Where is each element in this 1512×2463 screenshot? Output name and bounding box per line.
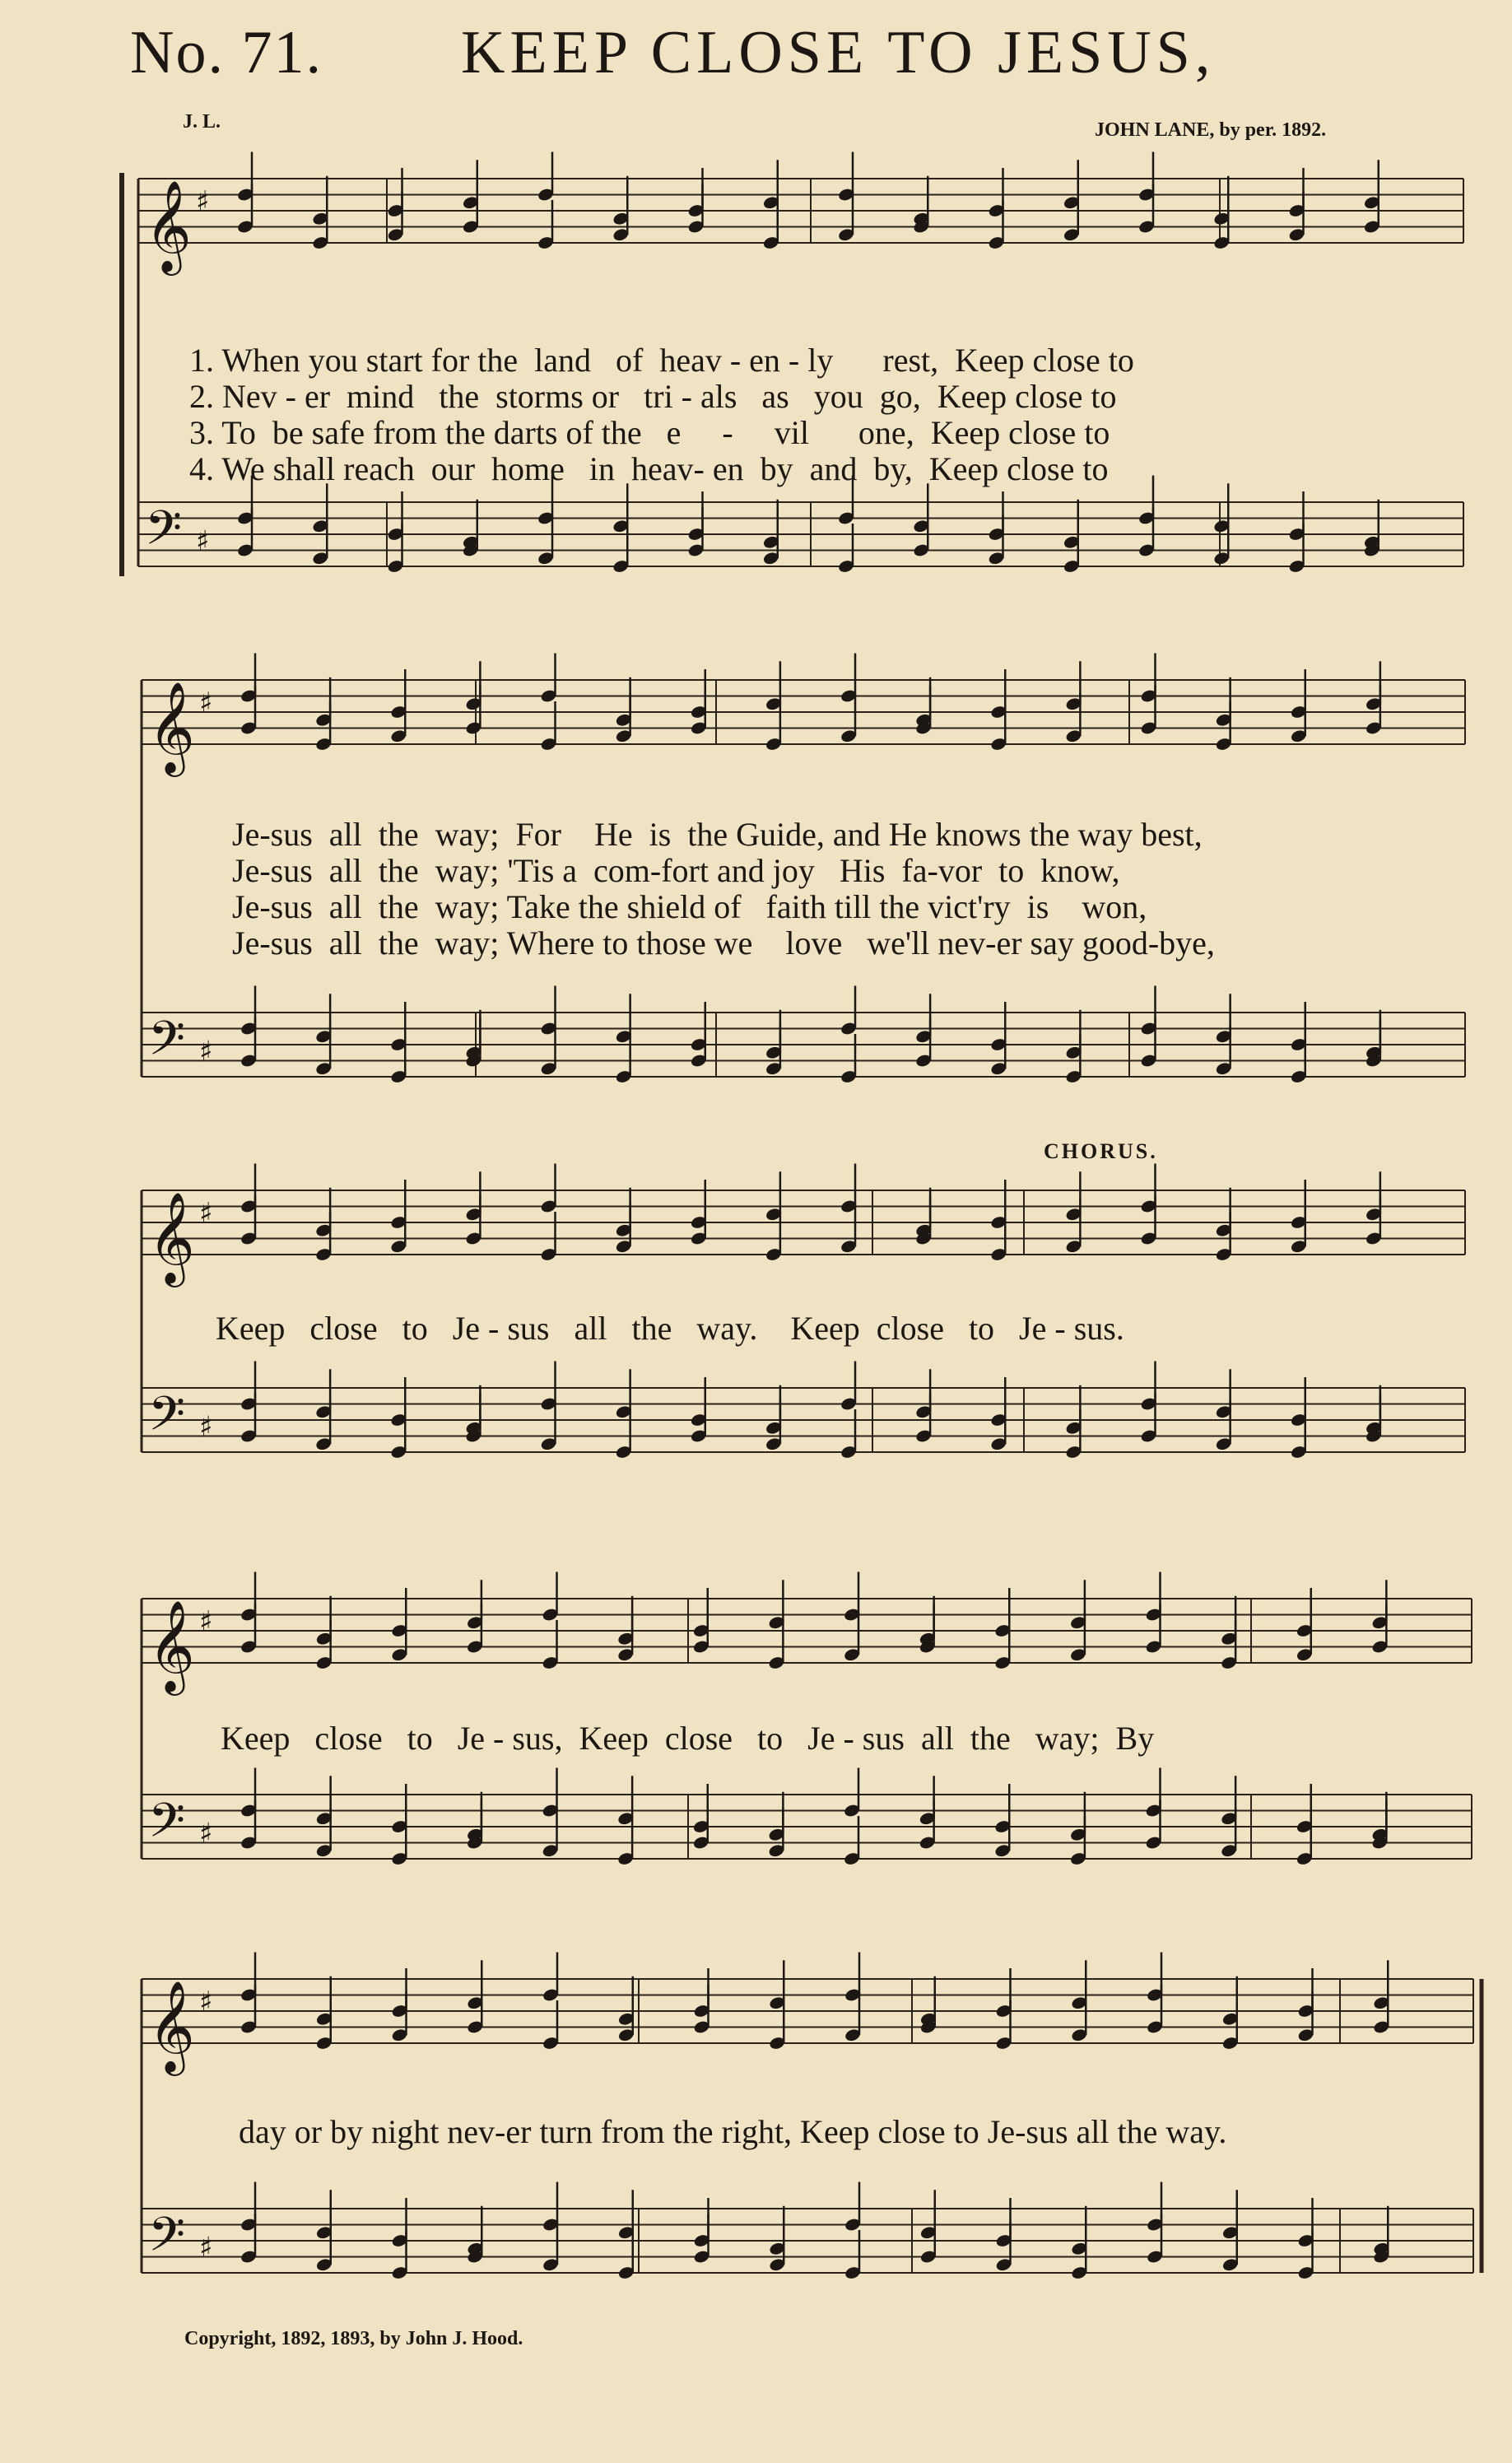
treble-clef-icon: 𝄞 (148, 1980, 195, 2072)
verse-2-cont: Je-sus all the way; 'Tis a com-fort and joy His fa-vor to know, (232, 852, 1120, 889)
bass-clef-icon: 𝄢 (145, 500, 183, 568)
key-sharp-icon: ♯ (199, 1035, 213, 1069)
bass-clef-icon: 𝄢 (148, 1792, 186, 1860)
author-credit: J. L. (183, 111, 221, 133)
key-sharp-icon: ♯ (196, 524, 210, 558)
verse-number: 2. (189, 378, 214, 415)
verse-text: We shall reach our home in heav- en by and by, Keep close to (221, 450, 1109, 487)
verse-3-cont: Je-sus all the way; Take the shield of faith till the vict'ry is won, (232, 888, 1147, 925)
bass-clef-icon: 𝄢 (148, 1010, 186, 1078)
key-sharp-icon: ♯ (199, 1605, 213, 1638)
bass-clef-icon: 𝄢 (148, 2206, 186, 2274)
bass-clef-icon: 𝄢 (148, 1385, 186, 1454)
verse-text: To be safe from the darts of the e - vil one, Keep close to (221, 414, 1110, 451)
chorus-label: CHORUS. (1044, 1139, 1158, 1163)
chorus-line-3: day or by night nev-er turn from the right, Keep close to Je-sus all the way. (239, 2113, 1227, 2150)
key-sharp-icon: ♯ (199, 1410, 213, 1444)
chorus-line-1: Keep close to Je - sus all the way. Keep close to Je - sus. (216, 1310, 1124, 1347)
copyright-notice: Copyright, 1892, 1893, by John J. Hood. (184, 2328, 523, 2349)
verse-4 (173, 415, 1108, 487)
verse-number: 3. (189, 414, 214, 451)
treble-clef-icon: 𝄞 (148, 1191, 195, 1283)
key-sharp-icon: ♯ (199, 1817, 213, 1851)
verse-number: 4. (189, 450, 214, 487)
key-sharp-icon: ♯ (199, 687, 213, 719)
verse-1-cont: Je-sus all the way; For He is the Guide, and He knows the way best, (232, 816, 1203, 853)
hymn-title: KEEP CLOSE TO JESUS, (461, 19, 1216, 86)
key-sharp-icon: ♯ (196, 185, 210, 218)
key-sharp-icon: ♯ (199, 1197, 213, 1230)
verse-4-cont: Je-sus all the way; Where to those we love we'll nev-er say good-bye, (232, 924, 1215, 961)
verse-number: 1. (189, 342, 214, 379)
key-sharp-icon: ♯ (199, 2231, 213, 2265)
treble-clef-icon: 𝄞 (148, 1599, 195, 1692)
hymn-number: No. 71. (130, 19, 323, 86)
verse-text: When you start for the land of heav - en - ly rest, Keep close to (221, 342, 1134, 379)
chorus-line-2: Keep close to Je - sus, Keep close to Je - sus all the way; By (221, 1720, 1155, 1757)
verse-text: Nev - er mind the storms or tri - als as you go, Keep close to (222, 378, 1117, 415)
treble-clef-icon: 𝄞 (145, 179, 192, 272)
key-sharp-icon: ♯ (199, 1986, 213, 2018)
treble-clef-icon: 𝄞 (148, 681, 195, 773)
composer-credit: JOHN LANE, by per. 1892. (1095, 119, 1327, 141)
